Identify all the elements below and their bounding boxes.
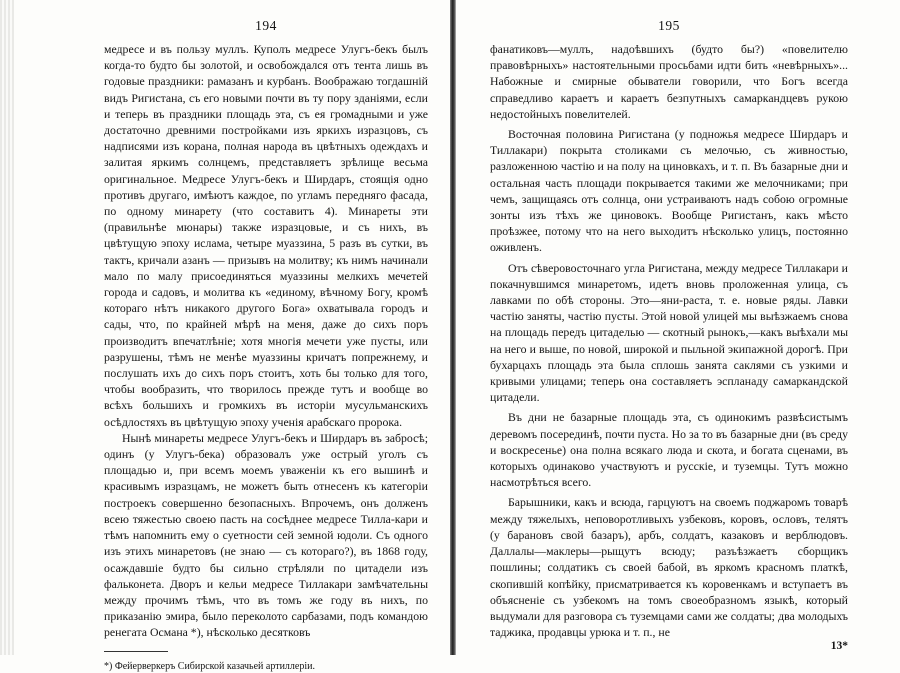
right-paragraph-2: Восточная половина Ригистана (у подножья медресе Ширдаръ и Тиллакари) покрыта столиками съ мелочью, съ живностью, разложенною частію и на полу на циновкахъ, и т. п. Въ базарные дни и остальная часть площади покрывается такими же мелочниками; при чемъ, защищаясь отъ солнца, они устраиваютъ надъ собою огромные зонты изъ тѣхъ же циновокъ. Вообще Ригистанъ, какъ мѣсто проѣзжее, потому что на него выходитъ нѣсколько улицъ, постоянно оживленъ. [490,127,848,255]
right-paragraph-4: Въ дни не базарные площадь эта, съ одинокимъ развѣсистымъ деревомъ посерединѣ, почти пуста. Но за то въ базарные дни (въ среду и воскресенье) она полна всякаго люда и скота, и богата сценами, въ которыхъ одинаково участвуютъ и русскіе, и туземцы. Тутъ можно насмотрѣться всего. [490,410,848,490]
left-page-text [104,41,428,641]
signature-mark: 13* [830,640,848,653]
page-number-right: 195 [658,18,680,33]
footnote-rule [104,651,168,652]
left-paragraph-2: Нынѣ минареты медресе Улугъ-бекъ и Ширдаръ въ забросѣ; одинъ (у Улугъ-бека) образовалъ уже острый уголъ съ площадью и, при всемъ моемъ уваженіи къ его вышинѣ и красивымъ изразцамъ, не можетъ быть отнесенъ къ категоріи построекъ совершенно безопасныхъ. Впрочемъ, онъ долженъ всею тяжестью своею пасть на сосѣднее медресе Тилла-кари и тѣмъ напомнить ему о суетности сей земной юдоли. Съ одного изъ этихъ минаретовъ (не знаю — съ котораго?), въ 1868 году, осаждавшіе будто бы сильно стрѣляли по цитадели изъ фальконета. Дворъ и кельи медресе Тиллакари замѣчательны между прочимъ тѣмъ, что въ томъ же году въ нихъ, по приказанію эмира, было переколото сарбазами, подъ командою ренегата Османа *), нѣсколько десятковъ [104,430,428,640]
right-page-text [490,41,848,640]
right-paragraph-3: Отъ сѣверовосточнаго угла Ригистана, между медресе Тиллакари и покачнувшимся минаретомъ, идетъ вновь проложенная улица, съ лавками по обѣ стороны. Это—яни-раста, т. е. новые ряды. Лавки частію заняты, частію пусты. Этой новой улицей мы выѣзжаемъ снова на площадь передъ цитаделью — скотный рынокъ,—какъ выѣхали мы на него и выше, по новой, широкой и пыльной экипажной дорогѣ. При бухарцахъ площадь эта была сплошь занята саклями съ узкими и кривыми улицами; теперь она составляетъ эспланаду самаркандской цитадели. [490,260,848,405]
left-paragraph-1: медресе и въ пользу муллъ. Куполъ медресе Улугъ-бекъ былъ когда-то будто бы золотой, и освобождался отъ тента лишь въ годовые праздники: рамазанъ и курбанъ. Воображаю тогдашній видъ Ригистана, съ его новыми почти въ ту пору зданіями, если и теперь въ праздники площадь эта, съ ея громадными и уже достаточно древними постройками изъ яркихъ изразцовъ, съ надписями изъ корана, полная народа въ цвѣтныхъ одеждахъ и залитая яркимъ солнцемъ, представляетъ зрѣлище весьма оригинальное. Медресе Улугъ-бекъ и Ширдаръ, стоящія одно противъ другаго, имѣютъ каждое, по угламъ передняго фасада, по одному минарету (что составитъ 4). Минареты эти (правильнѣе мюнары) также изразцовые, и съ нихъ, въ цвѣтущую эпоху ислама, четыре муаззина, 5 разъ въ сутки, въ тактъ, кричали азанъ — призывъ на молитву; къ нимъ начинали мало по малу присоединяться муаззины мелкихъ мечетей города и садовъ, и молитва къ «единому, вѣчному Богу, кромѣ котораго нѣтъ никакого другого Бога» охватывала городъ и сады, что, по крайней мѣрѣ на меня, даже до сихъ поръ производитъ впечатлѣніе; хотя многія мечети уже пусты, или разрушены, тѣмъ не менѣе муаззины кричатъ попрежнему, и послушать ихъ до сихъ поръ стоитъ, хоть бы только для того, чтобы вообразить, что творилось прежде тутъ и вообще во всѣхъ большихъ и громкихъ въ исторіи мусульманскихъ осѣдлостяхъ въ цвѣтущую эпоху ученія арабскаго пророка. [104,42,428,429]
right-paragraph-1: фанатиковъ—муллъ, надоѣвшихъ (будто бы?) «повелителю правовѣрныхъ» настоятельными просьбами идти бить «невѣрныхъ»... Набожные и смирные обыватели говорили, что Богъ всегда справедливо караетъ и караетъ безпутныхъ самаркандцевъ рукою недостойныхъ повелителей. [490,42,848,121]
right-paragraph-5: Барышники, какъ и всюда, гарцуютъ на своемъ поджаромъ товарѣ между тяжелыхъ, неповоротливыхъ узбековъ, коровъ, ословъ, телятъ (у барановъ свой базаръ), арбъ, солдатъ, казаковъ и верблюдовъ. Даллалы—маклеры—рыщутъ всюду; разъѣзжаетъ сборщикъ пошлины; солдатикъ съ своей бабой, въ яркомъ красномъ платкѣ, скопившій копѣйку, присматривается къ коровенкамъ и вступаетъ въ объясненіе съ узбекомъ на томъ своеобразномъ языкѣ, который выдумали для разговора съ туземцами сами же солдаты; два молодыхъ таджика, продавцы урюка и т. п., не [490,495,848,640]
left-page [0,0,450,672]
page-number-left: 194 [255,18,277,33]
footnote: *) Фейерверкеръ Сибирской казачьей артиллеріи. [104,660,315,672]
right-page [450,0,900,655]
